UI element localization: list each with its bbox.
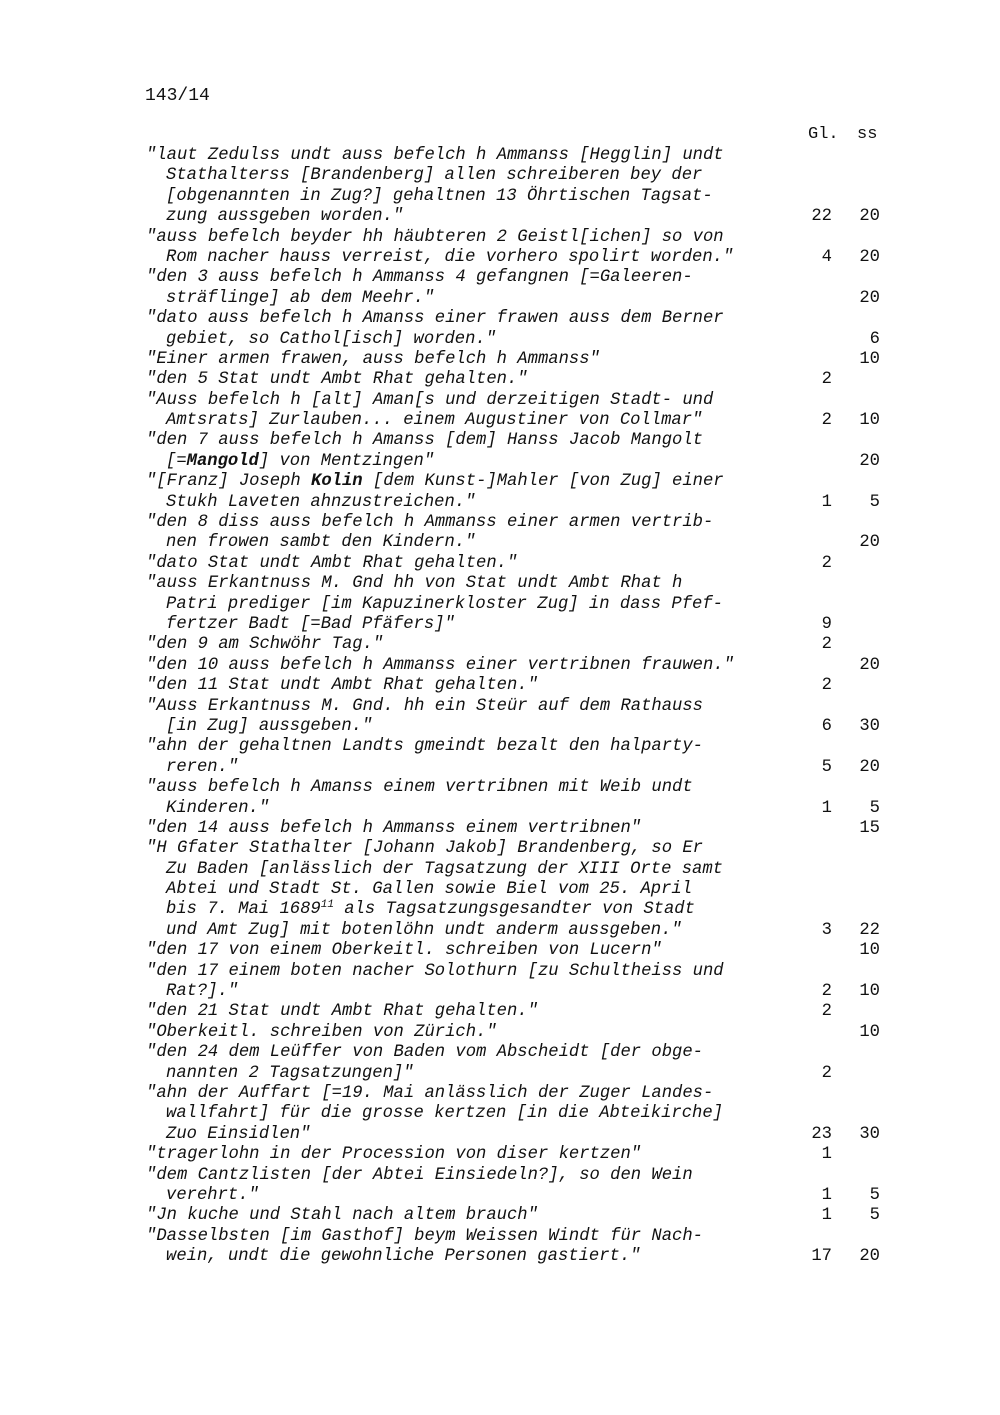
ledger-entry [0, 697, 1000, 738]
entry-text: reren." [166, 757, 239, 777]
entry-text: "ahn der Auffart [=19. Mai anlässlich der Zuger Landes- [146, 1083, 714, 1103]
entry-line [0, 370, 1000, 390]
amount-schilling: 10 [859, 982, 880, 1002]
ledger-entry [0, 268, 1000, 309]
amount-schilling: 10 [859, 941, 880, 961]
ledger-entry [0, 1084, 1000, 1145]
ledger-entry [0, 962, 1000, 1003]
entry-line [0, 289, 1000, 309]
entry-line [0, 656, 1000, 676]
entry-line [0, 860, 1000, 880]
entry-line [0, 268, 1000, 288]
ledger-entry [0, 309, 1000, 350]
entry-text: gebiet, so Cathol[isch] worden." [166, 329, 497, 349]
amount-gulden: 1 [821, 1206, 832, 1226]
entry-text: "den 24 dem Leüffer von Baden vom Abscheidt [der obge- [146, 1043, 703, 1063]
entry-text: "den 5 Stat undt Ambt Rhat gehalten." [146, 370, 528, 390]
entry-line [0, 635, 1000, 655]
amount-gulden: 1 [821, 1185, 832, 1205]
entry-line [0, 452, 1000, 472]
entry-text: "tragerlohn in der Procession von diser kertzen" [146, 1145, 642, 1165]
entry-line [0, 554, 1000, 574]
entry-text: "H Gfater Stathalter [Johann Jakob] Brandenberg, so Er [146, 839, 703, 859]
amount-gulden: 2 [821, 676, 832, 696]
entry-line [0, 921, 1000, 941]
entry-line [0, 309, 1000, 329]
entry-text: "auss befelch beyder hh häubteren 2 Geistl[ichen] so von [146, 227, 724, 247]
amount-schilling: 5 [869, 798, 880, 818]
amount-gulden: 2 [821, 982, 832, 1002]
entry-line [0, 166, 1000, 186]
entry-text: Amtsrats] Zurlauben... einem Augustiner von Collmar" [166, 411, 703, 431]
entry-line [0, 330, 1000, 350]
entry-line [0, 697, 1000, 717]
amount-schilling: 10 [859, 349, 880, 369]
entry-line [0, 717, 1000, 737]
entry-line [0, 1125, 1000, 1145]
entry-line [0, 799, 1000, 819]
entry-line [0, 248, 1000, 268]
ledger-entry [0, 370, 1000, 390]
amount-gulden: 1 [821, 492, 832, 512]
entry-text: "Einer armen frawen, auss befelch h Ammanss" [146, 349, 600, 369]
bold-name: Mangold [186, 451, 259, 471]
amount-gulden: 17 [811, 1247, 832, 1267]
ledger-entry [0, 1227, 1000, 1268]
entry-text: Rat?]." [166, 982, 239, 1002]
entry-text: Stathalterss [Brandenberg] allen schreiberen bey der [166, 166, 703, 186]
amount-schilling: 6 [869, 329, 880, 349]
column-header-gl: Gl. [808, 125, 839, 144]
entry-line [0, 839, 1000, 859]
amount-gulden: 9 [821, 614, 832, 634]
entry-text: verehrt." [166, 1185, 259, 1205]
amount-schilling: 30 [859, 1124, 880, 1144]
entry-text: "den 11 Stat undt Ambt Rhat gehalten." [146, 676, 538, 696]
entry-line [0, 737, 1000, 757]
amount-gulden: 2 [821, 635, 832, 655]
entry-text: Zu Baden [anlässlich der Tagsatzung der XIII Orte samt [166, 859, 723, 879]
amount-schilling: 30 [859, 716, 880, 736]
entry-text: "laut Zedulss undt auss befelch h Ammanss [Hegglin] undt [146, 146, 724, 165]
page-number: 143/14 [145, 86, 210, 106]
ledger-entry [0, 1145, 1000, 1165]
entry-line [0, 228, 1000, 248]
ledger-entry [0, 656, 1000, 676]
entry-text: nannten 2 Tagsatzungen]" [166, 1063, 414, 1083]
entry-line [0, 1002, 1000, 1022]
ledger-entry [0, 513, 1000, 554]
entry-text: [in Zug] aussgeben." [166, 716, 373, 736]
amount-schilling: 20 [859, 288, 880, 308]
entry-text: "Oberkeitl. schreiben von Zürich." [146, 1022, 497, 1042]
ledger-entry [0, 1002, 1000, 1022]
entry-text: Zuo Einsidlen" [166, 1124, 311, 1144]
entry-line [0, 900, 1000, 920]
entry-text: [obgenannten in Zug?] gehaltnen 13 Öhrtischen Tagsat- [166, 186, 713, 206]
amount-schilling: 10 [859, 1022, 880, 1042]
amount-gulden: 5 [821, 757, 832, 777]
entry-text: nen frowen sambt den Kindern." [166, 533, 476, 553]
ledger-entry [0, 1023, 1000, 1043]
entry-line [0, 1043, 1000, 1063]
amount-gulden: 2 [821, 1063, 832, 1083]
entry-line [0, 1104, 1000, 1124]
ledger-entry [0, 146, 1000, 228]
amount-gulden: 2 [821, 411, 832, 431]
entry-line [0, 187, 1000, 207]
entry-text: "dato auss befelch h Amanss einer frawen auss dem Berner [146, 309, 724, 329]
entry-text: [=Mangold] von Mentzingen" [166, 451, 435, 471]
entry-text: "den 9 am Schwöhr Tag." [146, 635, 384, 655]
amount-schilling: 5 [869, 1206, 880, 1226]
entry-text: "auss Erkantnuss M. Gnd hh von Stat undt Ambt Rhat h [146, 574, 683, 594]
entry-line [0, 493, 1000, 513]
entry-text: "den 17 von einem Oberkeitl. schreiben von Lucern" [146, 941, 662, 961]
amount-schilling: 20 [859, 207, 880, 227]
entry-text: "den 10 auss befelch h Ammanss einer vertribnen frauwen." [146, 655, 734, 675]
amount-gulden: 1 [821, 1145, 832, 1165]
entry-text: "den 14 auss befelch h Ammanss einem vertribnen" [146, 818, 642, 838]
amount-gulden: 2 [821, 370, 832, 390]
ledger-entry [0, 1043, 1000, 1084]
entry-text: fertzer Badt [=Bad Pfäfers]" [166, 614, 455, 634]
entry-line [0, 350, 1000, 370]
entry-text: "den 21 Stat undt Ambt Rhat gehalten." [146, 1002, 538, 1022]
entry-line [0, 778, 1000, 798]
entry-line [0, 1145, 1000, 1165]
ledger-entry [0, 391, 1000, 432]
entry-line [0, 880, 1000, 900]
entry-line [0, 411, 1000, 431]
entry-text: wein, undt die gewohnliche Personen gastiert." [166, 1247, 641, 1267]
ledger-entry [0, 1206, 1000, 1226]
ledger-entry [0, 574, 1000, 635]
entry-line [0, 676, 1000, 696]
entry-line [0, 1247, 1000, 1267]
entry-line [0, 574, 1000, 594]
entry-line [0, 962, 1000, 982]
entry-text: "[Franz] Joseph Kolin [dem Kunst-]Mahler [von Zug] einer [146, 472, 724, 492]
amount-gulden: 2 [821, 1002, 832, 1022]
amount-schilling: 5 [869, 1185, 880, 1205]
entry-line [0, 472, 1000, 492]
amount-gulden: 2 [821, 553, 832, 573]
entry-text: Patri prediger [im Kapuzinerkloster Zug] in dass Pfef- [166, 594, 723, 614]
amount-gulden: 1 [821, 798, 832, 818]
entry-line [0, 1227, 1000, 1247]
entry-text: "den 3 auss befelch h Ammanss 4 gefangnen [=Galeeren- [146, 268, 693, 288]
entry-text: "Auss befelch h [alt] Aman[s und derzeitigen Stadt- und [146, 390, 714, 410]
entry-text: Kinderen." [166, 798, 270, 818]
entry-line [0, 982, 1000, 1002]
entry-text: "dato Stat undt Ambt Rhat gehalten." [146, 553, 518, 573]
ledger-entry [0, 676, 1000, 696]
ledger-entry [0, 228, 1000, 269]
amount-schilling: 20 [859, 757, 880, 777]
ledger-entry [0, 737, 1000, 778]
entry-text: Rom nacher hauss verreist, die vorhero spolirt worden." [166, 247, 734, 267]
entry-text: Stukh Laveten ahnzustreichen." [166, 492, 476, 512]
ledger-entry [0, 554, 1000, 574]
entry-text: "Dasselbsten [im Gasthof] beym Weissen Windt für Nach- [146, 1226, 703, 1246]
ledger-entry [0, 350, 1000, 370]
amount-gulden: 3 [821, 920, 832, 940]
ledger-entries [0, 146, 1000, 1267]
entry-text: "Jn kuche und Stahl nach altem brauch" [146, 1206, 538, 1226]
amount-schilling: 10 [859, 411, 880, 431]
amount-schilling: 20 [859, 655, 880, 675]
entry-text: "Auss Erkantnuss M. Gnd. hh ein Steür auf dem Rathauss [146, 696, 703, 716]
entry-line [0, 819, 1000, 839]
entry-line [0, 1023, 1000, 1043]
amount-schilling: 20 [859, 533, 880, 553]
entry-text: "dem Cantzlisten [der Abtei Einsiedeln?], so den Wein [146, 1165, 693, 1185]
entry-line [0, 1166, 1000, 1186]
entry-text: Abtei und Stadt St. Gallen sowie Biel vom 25. April [166, 880, 693, 900]
amount-schilling: 20 [859, 451, 880, 471]
amount-schilling: 20 [859, 247, 880, 267]
entry-text: "den 17 einem boten nacher Solothurn [zu Schultheiss und [146, 961, 724, 981]
ledger-entry [0, 472, 1000, 513]
entry-line [0, 1084, 1000, 1104]
entry-line [0, 1064, 1000, 1084]
ledger-entry [0, 1166, 1000, 1207]
entry-text: und Amt Zug] mit botenlöhn undt anderm aussgeben." [166, 920, 682, 940]
amount-schilling: 20 [859, 1247, 880, 1267]
entry-line [0, 615, 1000, 635]
entry-text: "den 7 auss befelch h Amanss [dem] Hanss Jacob Mangolt [146, 431, 703, 451]
amount-gulden: 22 [811, 207, 832, 227]
ledger-entry [0, 635, 1000, 655]
amount-schilling: 22 [859, 920, 880, 940]
entry-line [0, 513, 1000, 533]
entry-text: bis 7. Mai 1689$^{11}$ als Tagsatzungsgesandter von Stadt [166, 899, 695, 920]
column-header-ss: ss [857, 125, 878, 144]
ledger-entry [0, 839, 1000, 941]
entry-line [0, 533, 1000, 553]
ledger-entry [0, 819, 1000, 839]
amount-schilling: 5 [869, 492, 880, 512]
entry-text: wallfahrt] für die grosse kertzen [in die Abteikirche] [166, 1104, 723, 1124]
entry-line [0, 758, 1000, 778]
entry-text: "den 8 diss auss befelch h Ammanss einer armen vertrib- [146, 513, 714, 533]
entry-text: "ahn der gehaltnen Landts gmeindt bezalt den halparty- [146, 737, 703, 757]
entry-line [0, 207, 1000, 227]
entry-text: sträflinge] ab dem Meehr." [166, 288, 435, 308]
amount-schilling: 15 [859, 818, 880, 838]
amount-gulden: 23 [811, 1124, 832, 1144]
entry-text: "auss befelch h Amanss einem vertribnen mit Weib undt [146, 778, 693, 798]
ledger-entry [0, 941, 1000, 961]
entry-line [0, 431, 1000, 451]
entry-line [0, 1186, 1000, 1206]
amount-gulden: 6 [821, 716, 832, 736]
footnote-marker: 11 [320, 899, 334, 912]
entry-line [0, 1206, 1000, 1226]
entry-line [0, 391, 1000, 411]
ledger-entry [0, 778, 1000, 819]
entry-line [0, 595, 1000, 615]
entry-line [0, 146, 1000, 166]
entry-text: zung aussgeben worden." [166, 207, 404, 227]
amount-gulden: 4 [821, 247, 832, 267]
ledger-entry [0, 431, 1000, 472]
entry-line [0, 941, 1000, 961]
bold-name: Kolin [311, 472, 363, 492]
